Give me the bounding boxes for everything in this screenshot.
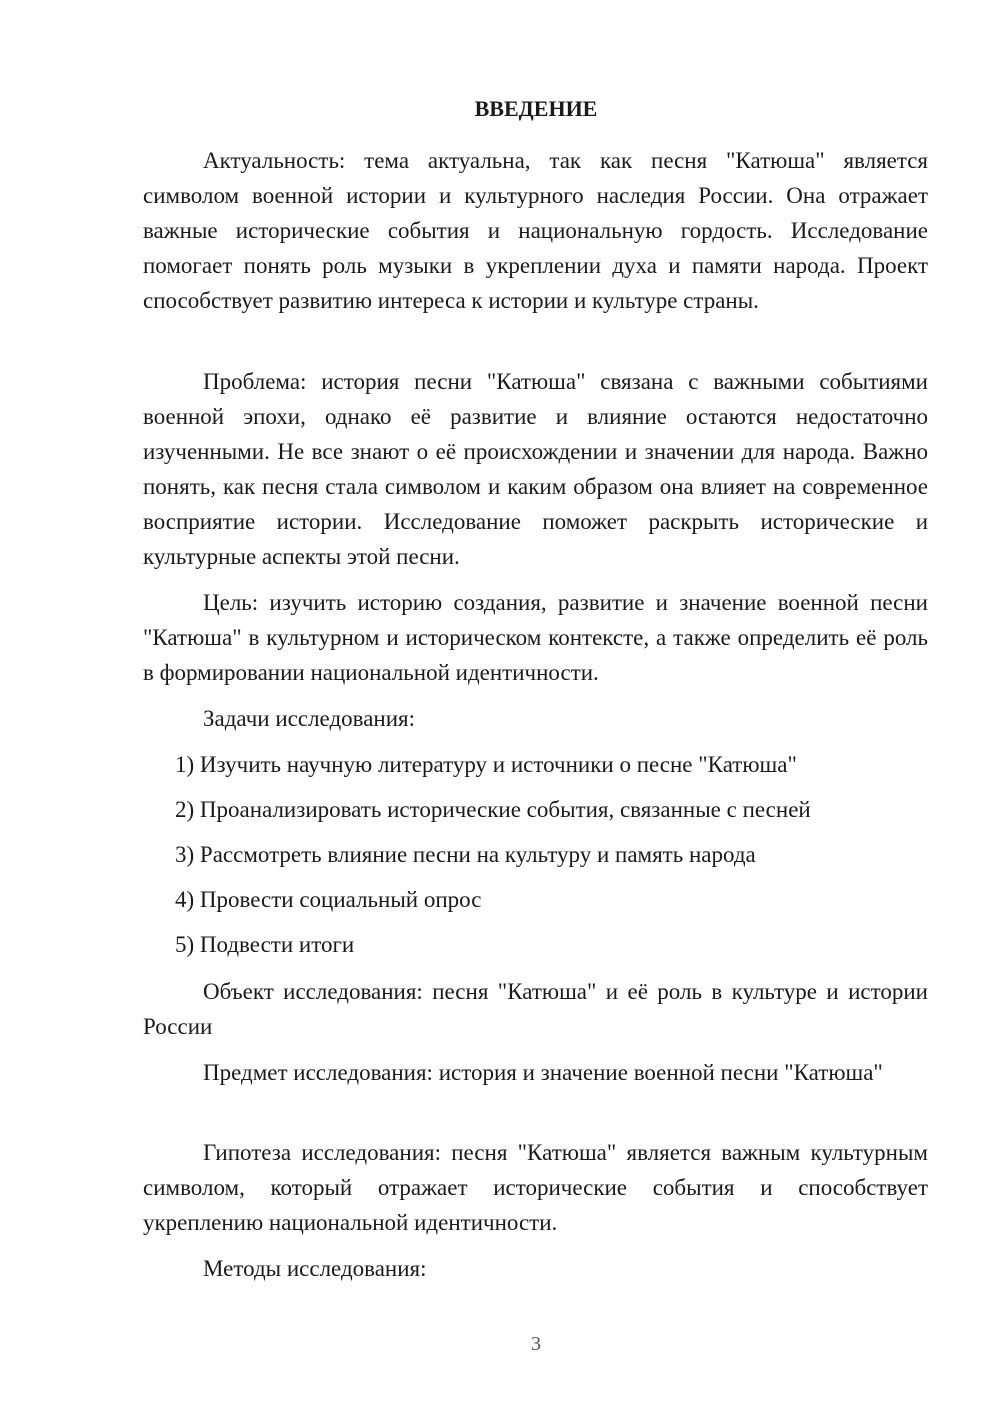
paragraph-goal: Цель: изучить историю создания, развитие и значение военной песни "Катюша" в культурном и историческом контексте, а также определить её роль в формировании национальной идентичности. bbox=[143, 590, 928, 685]
paragraph-subject: Предмет исследования: история и значение военной песни "Катюша" bbox=[203, 1060, 883, 1085]
paragraph-relevance: Актуальность: тема актуальна, так как песня "Катюша" является символом военной истории и культурного наследия России. Она отражает важные исторические события и национальную гордость. Исследование помогает понять роль музыки в укреплении духа и памяти народа. Проект способствует развитию интереса к истории и культуре страны. bbox=[143, 148, 928, 313]
page-number: 3 bbox=[531, 1333, 541, 1355]
page-title: ВВЕДЕНИЕ bbox=[474, 96, 598, 121]
list-item: 2) Проанализировать исторические события, связанные с песней bbox=[175, 797, 811, 822]
paragraph-hypothesis: Гипотеза исследования: песня "Катюша" является важным культурным символом, который отражает исторические события и способствует укреплению национальной идентичности. bbox=[143, 1140, 928, 1235]
tasks-heading: Задачи исследования: bbox=[203, 706, 416, 731]
paragraph-problem: Проблема: история песни "Катюша" связана с важными событиями военной эпохи, однако её развитие и влияние остаются недостаточно изученными. Не все знают о её происхождении и значении для народа. Важно понять, как песня стала символом и каким образом она влияет на современное восприятие истории. Исследование поможет раскрыть исторические и культурные аспекты этой песни. bbox=[143, 369, 928, 569]
paragraph-object: Объект исследования: песня "Катюша" и её роль в культуре и истории России bbox=[143, 979, 928, 1039]
list-item: 4) Провести социальный опрос bbox=[175, 887, 482, 912]
methods-heading: Методы исследования: bbox=[203, 1256, 427, 1281]
list-item: 5) Подвести итоги bbox=[175, 932, 355, 957]
list-item: 1) Изучить научную литературу и источники о песне "Катюша" bbox=[175, 752, 797, 777]
list-item: 3) Рассмотреть влияние песни на культуру и память народа bbox=[175, 842, 756, 867]
